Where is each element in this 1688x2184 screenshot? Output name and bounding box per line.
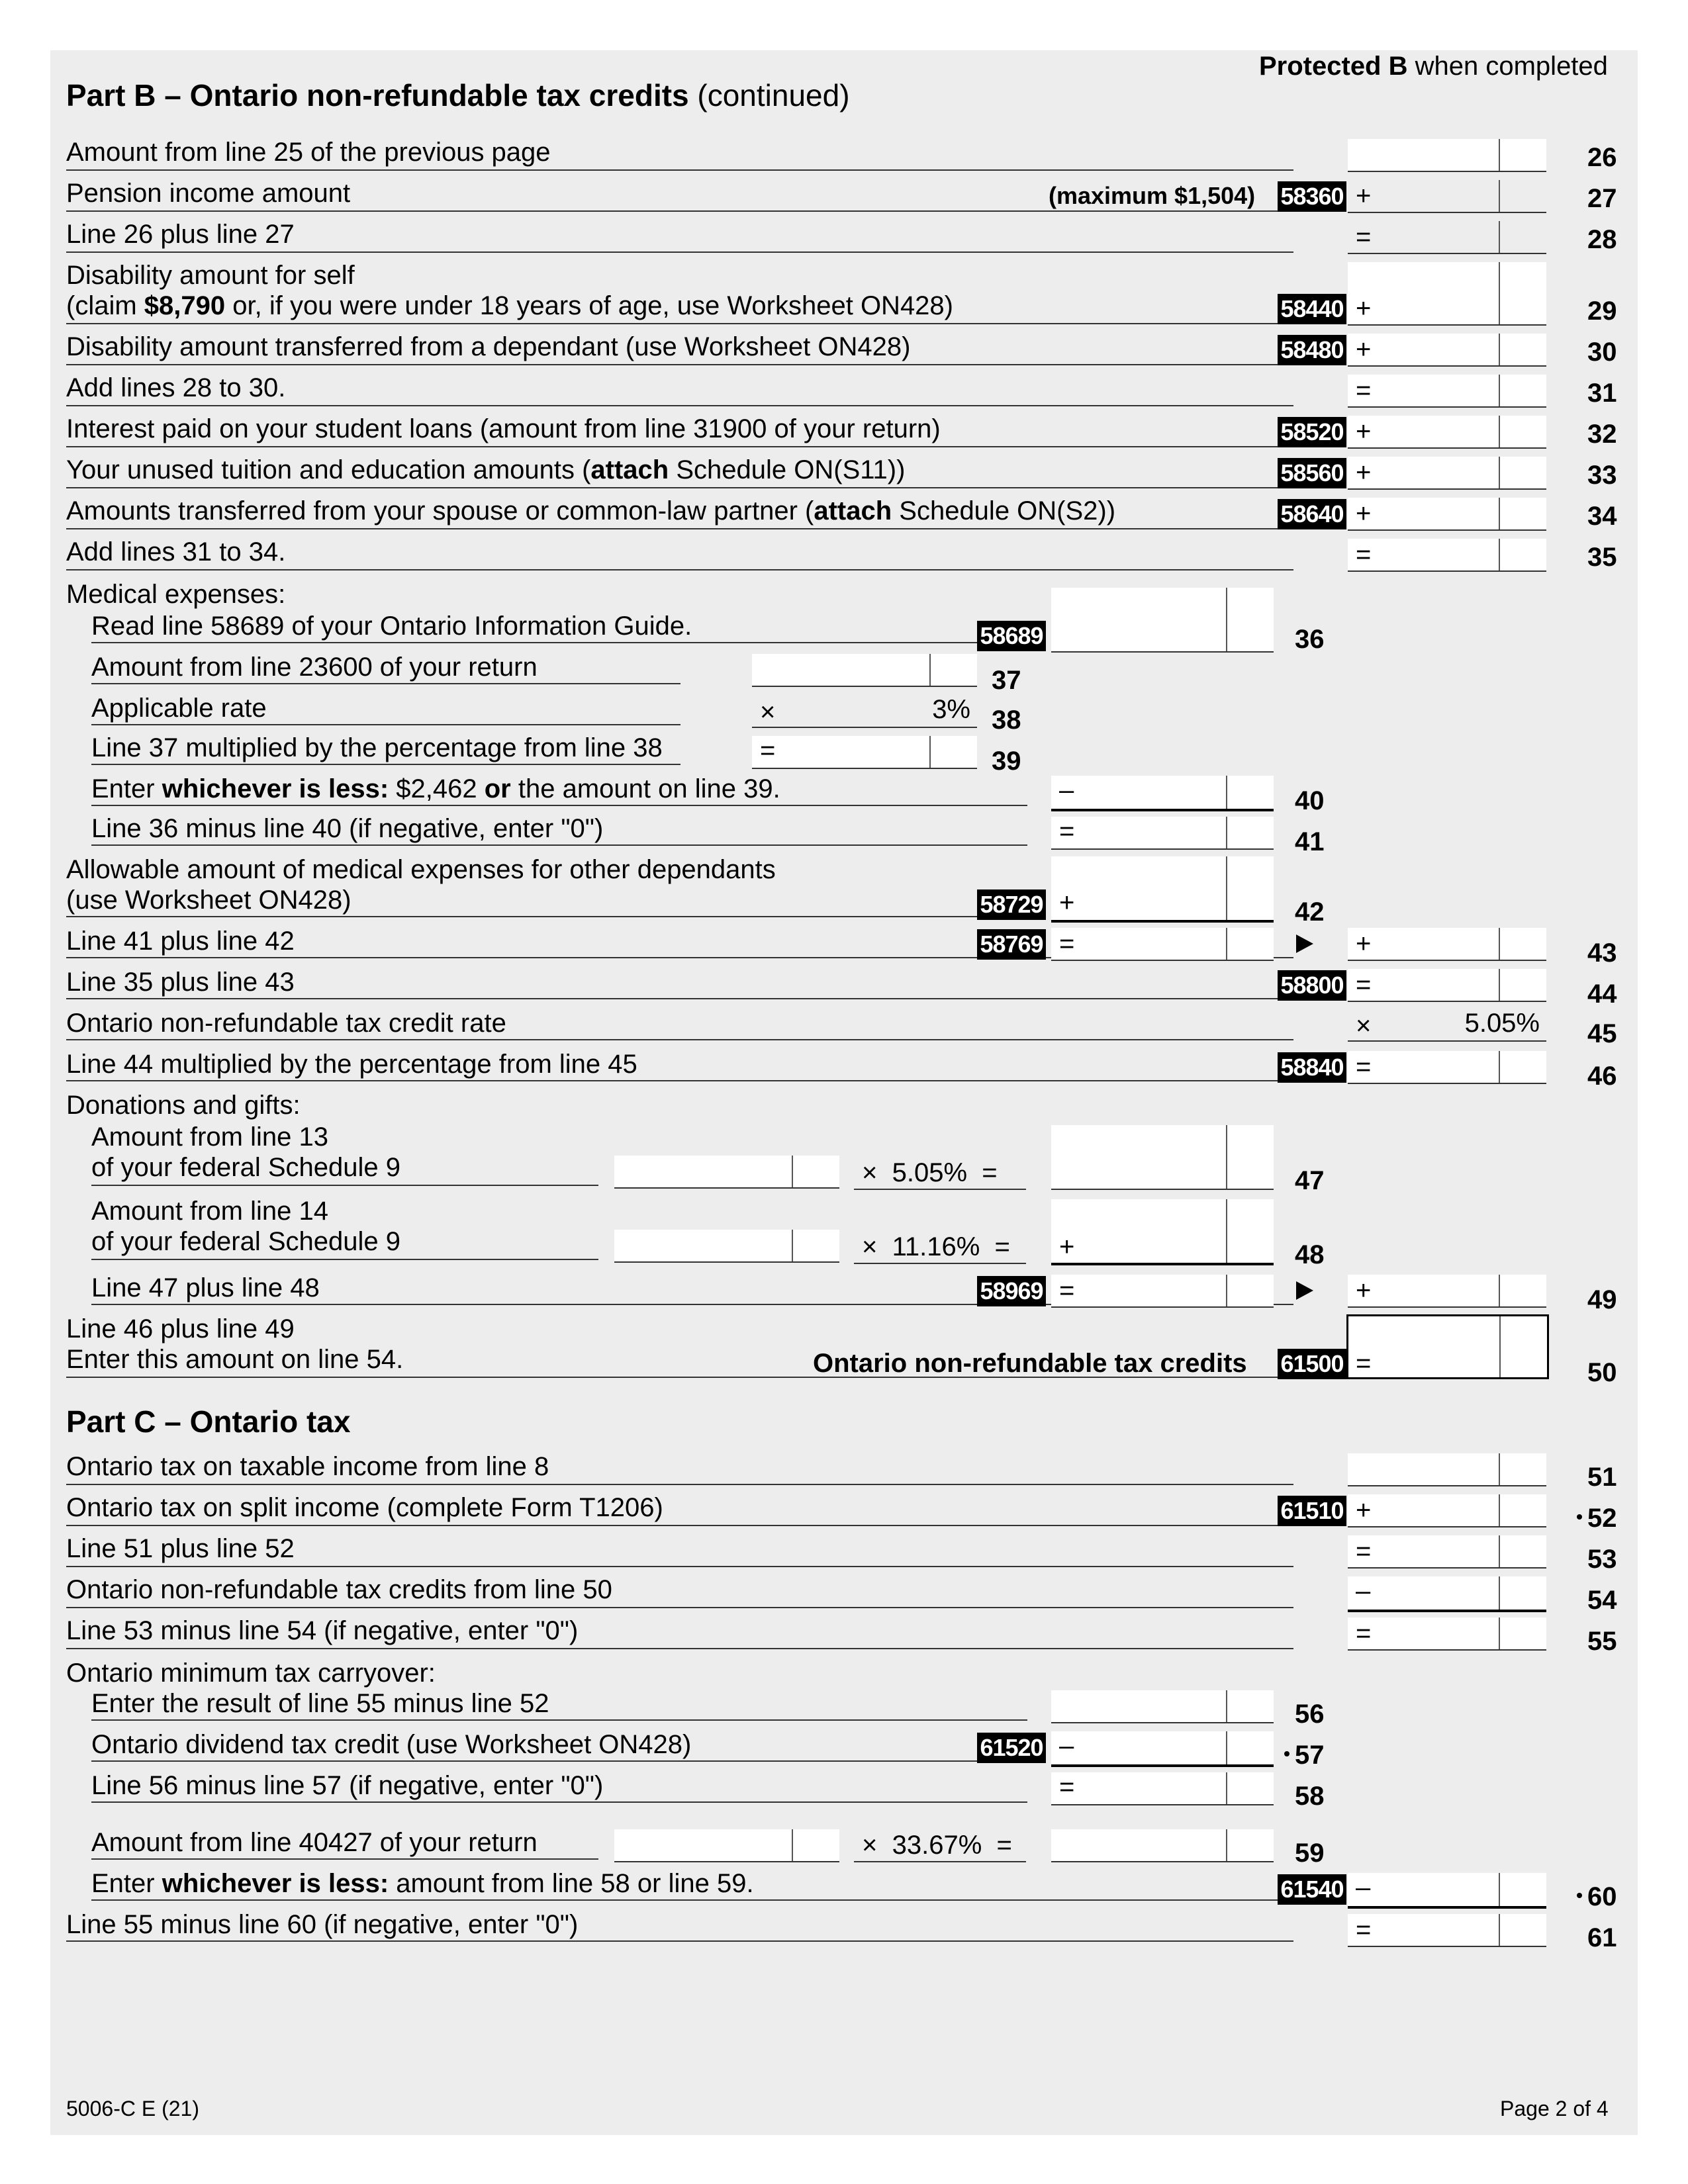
rule (66, 487, 1293, 488)
line-number-48: 48 (1295, 1240, 1325, 1269)
line-56-label: Enter the result of line 55 minus line 52 (91, 1689, 549, 1718)
rule (91, 1259, 598, 1260)
rule (91, 1760, 977, 1762)
rule (66, 1484, 1293, 1485)
equals-operator: = (1356, 222, 1372, 251)
line-57-input[interactable] (1051, 1731, 1274, 1767)
line-number-45: 45 (1587, 1019, 1617, 1048)
line-41-label: Line 36 minus line 40 (if negative, enter "0") (91, 814, 604, 843)
field-code-61540: 61540 (1278, 1874, 1346, 1905)
line-48-amount-input[interactable] (614, 1230, 839, 1263)
field-code-58729: 58729 (977, 889, 1046, 920)
line-59-rate: 33.67% (892, 1831, 982, 1860)
line-number-42: 42 (1295, 897, 1325, 927)
line-47-amount-input[interactable] (614, 1156, 839, 1189)
line-28-input[interactable] (1348, 221, 1546, 254)
equals-operator: = (1356, 1349, 1372, 1378)
line-27-maximum: (maximum $1,504) (1049, 182, 1256, 209)
line-number-53: 53 (1587, 1545, 1617, 1574)
line-number-29: 29 (1587, 296, 1617, 326)
rule (66, 1039, 1293, 1040)
field-code-58440: 58440 (1278, 294, 1346, 324)
equals-operator: = (996, 1831, 1012, 1860)
line-60-label (91, 1868, 754, 1899)
line-50-label-b: Enter this amount on line 54. (66, 1345, 404, 1374)
line-number-57: 57 (1295, 1741, 1325, 1770)
rule (66, 446, 1293, 447)
line-36-label: Read line 58689 of your Ontario Information Guide. (91, 612, 692, 641)
line-number-31: 31 (1587, 379, 1617, 408)
line-53-input[interactable] (1348, 1535, 1546, 1569)
line-29-amount: $8,790 (144, 291, 226, 320)
equals-operator: = (1059, 1276, 1075, 1305)
line-33-pre: Your unused tuition and education amounts ( (66, 455, 591, 484)
line-38-rate: 3% (932, 695, 970, 724)
line-number-52: 52 (1587, 1504, 1617, 1533)
line-number-38: 38 (992, 705, 1021, 735)
minus-operator: – (1356, 1873, 1371, 1902)
equals-operator: = (1356, 970, 1372, 999)
field-code-58769: 58769 (977, 929, 1046, 960)
line-35-label: Add lines 31 to 34. (66, 537, 286, 567)
line-42-label-b: (use Worksheet ON428) (66, 886, 352, 915)
line-40-bold-1: whichever is less: (162, 774, 389, 803)
line-40-amount: $2,462 (396, 774, 477, 803)
rule (66, 1566, 1293, 1567)
line-59-input[interactable] (1051, 1829, 1274, 1862)
field-code-58480: 58480 (1278, 335, 1346, 365)
line-48-label-b: of your federal Schedule 9 (91, 1227, 400, 1256)
field-code-58689: 58689 (977, 621, 1046, 651)
times-operator: × (862, 1831, 878, 1860)
line-number-40: 40 (1295, 786, 1325, 815)
equals-operator: = (994, 1232, 1010, 1261)
equals-operator: = (1356, 540, 1372, 569)
equals-operator: = (982, 1158, 998, 1187)
line-35-input[interactable] (1348, 539, 1546, 572)
line-number-51: 51 (1587, 1463, 1617, 1492)
line-34-label (66, 495, 1115, 527)
rule (66, 1607, 1293, 1608)
line-33-post: Schedule ON(S11)) (676, 455, 906, 484)
line-31-label: Add lines 28 to 30. (66, 373, 286, 402)
line-47-input[interactable] (1051, 1125, 1274, 1190)
line-number-39: 39 (992, 747, 1021, 776)
line-number-36: 36 (1295, 625, 1325, 654)
line-51-input[interactable] (1348, 1453, 1546, 1486)
line-29-input[interactable] (1348, 262, 1546, 326)
field-code-58969: 58969 (977, 1276, 1046, 1306)
line-59-amount-input[interactable] (614, 1829, 839, 1862)
line-37-label: Amount from line 23600 of your return (91, 653, 538, 682)
field-code-58640: 58640 (1278, 499, 1346, 529)
line-54-input[interactable] (1348, 1576, 1546, 1612)
plus-operator: + (1059, 1232, 1075, 1261)
line-number-60: 60 (1587, 1882, 1617, 1911)
equals-operator: = (760, 736, 776, 765)
form-identifier: 5006-C E (21) (66, 2097, 199, 2120)
minus-operator: – (1356, 1576, 1371, 1606)
line-26-label: Amount from line 25 of the previous page (66, 138, 551, 167)
rule (66, 1940, 1293, 1942)
line-28-label: Line 26 plus line 27 (66, 220, 295, 249)
bullet-icon (1284, 1751, 1289, 1756)
equals-operator: = (1059, 1772, 1075, 1801)
field-code-58360: 58360 (1278, 181, 1346, 212)
line-number-46: 46 (1587, 1062, 1617, 1091)
rule (91, 805, 1027, 806)
line-34-post: Schedule ON(S2)) (899, 496, 1116, 525)
rule (66, 1525, 1293, 1526)
line-number-33: 33 (1587, 461, 1617, 490)
line-42-label-a: Allowable amount of medical expenses for other dependants (66, 855, 776, 884)
line-40-input[interactable] (1051, 776, 1274, 811)
line-34-pre: Amounts transferred from your spouse or common-law partner ( (66, 496, 814, 525)
line-46-label: Line 44 multiplied by the percentage from line 45 (66, 1050, 637, 1079)
line-48-input[interactable] (1051, 1199, 1274, 1265)
plus-operator: + (1356, 294, 1372, 323)
line-29-label-b (66, 290, 953, 322)
line-56-input[interactable] (1051, 1690, 1274, 1723)
line-31-input[interactable] (1348, 375, 1546, 408)
rule (66, 1080, 1293, 1081)
donations-heading: Donations and gifts: (66, 1091, 301, 1120)
line-49-input[interactable] (1348, 1275, 1546, 1308)
plus-operator: + (1356, 1276, 1372, 1305)
rule (1348, 1040, 1546, 1042)
line-60-input[interactable] (1348, 1873, 1546, 1909)
rule (91, 1899, 1293, 1901)
rule (66, 1648, 1293, 1649)
form-page (50, 50, 1638, 2135)
rule (66, 251, 1293, 253)
rule (66, 1377, 1293, 1378)
line-58-label: Line 56 minus line 57 (if negative, enter "0") (91, 1771, 604, 1800)
rule (66, 528, 1293, 529)
plus-operator: + (1059, 888, 1075, 917)
line-45-label: Ontario non-refundable tax credit rate (66, 1009, 506, 1038)
field-code-58560: 58560 (1278, 458, 1346, 488)
line-61-input[interactable] (1348, 1914, 1546, 1947)
equals-operator: = (1356, 1052, 1372, 1081)
line-number-34: 34 (1587, 502, 1617, 531)
line-54-label: Ontario non-refundable tax credits from line 50 (66, 1575, 612, 1604)
line-40-or: or (484, 774, 511, 803)
line-47-label-a: Amount from line 13 (91, 1122, 328, 1152)
protected-b-label (1259, 50, 1608, 82)
field-code-61500: 61500 (1278, 1349, 1346, 1379)
bullet-icon (1577, 1893, 1582, 1898)
line-46-input[interactable] (1348, 1051, 1546, 1084)
line-48-rate: 11.16% (892, 1232, 980, 1261)
line-55-label: Line 53 minus line 54 (if negative, enter "0") (66, 1616, 579, 1645)
rule (66, 210, 1293, 212)
line-38-label: Applicable rate (91, 694, 267, 723)
rule (91, 642, 1027, 643)
line-47-rate: 5.05% (892, 1158, 968, 1187)
minus-operator: – (1059, 776, 1074, 805)
line-43-subtotal[interactable] (1051, 928, 1274, 961)
line-33-attach: attach (590, 455, 669, 484)
line-48-label-a: Amount from line 14 (91, 1197, 328, 1226)
rule (91, 764, 680, 765)
line-39-label: Line 37 multiplied by the percentage from line 38 (91, 733, 663, 762)
line-47-label-b: of your federal Schedule 9 (91, 1153, 400, 1182)
line-36-input[interactable] (1051, 588, 1274, 653)
line-37-input[interactable] (752, 654, 977, 687)
line-45-rate: 5.05% (1464, 1009, 1540, 1038)
line-27-input[interactable] (1348, 180, 1546, 213)
plus-operator: + (1356, 417, 1372, 446)
line-40-post: the amount on line 39. (518, 774, 780, 803)
line-41-input[interactable] (1051, 817, 1274, 850)
line-59-label: Amount from line 40427 of your return (91, 1828, 538, 1857)
line-60-bold: whichever is less: (162, 1869, 389, 1898)
line-44-label: Line 35 plus line 43 (66, 968, 295, 997)
line-44-input[interactable] (1348, 969, 1546, 1002)
rule (91, 1185, 598, 1186)
line-50-label-a: Line 46 plus line 49 (66, 1314, 295, 1343)
line-27-label: Pension income amount (66, 179, 351, 208)
field-code-61520: 61520 (977, 1733, 1046, 1763)
line-29-post: or, if you were under 18 years of age, use Worksheet ON428) (232, 291, 953, 320)
line-number-55: 55 (1587, 1627, 1617, 1656)
rule (854, 1861, 1026, 1862)
protected-b-suffix: when completed (1415, 52, 1608, 81)
line-48-rate-text (862, 1231, 1010, 1263)
rule (91, 844, 1027, 846)
page-number: Page 2 of 4 (1500, 2097, 1609, 2120)
rule (91, 1801, 1027, 1803)
line-number-37: 37 (992, 666, 1021, 695)
part-b-continued: (continued) (697, 78, 850, 113)
rule (91, 1858, 598, 1860)
rule (66, 998, 1293, 999)
bullet-icon (1577, 1514, 1582, 1520)
field-code-58800: 58800 (1278, 970, 1346, 1001)
line-number-56: 56 (1295, 1700, 1325, 1729)
rule (66, 364, 1293, 365)
arrow-right-icon (1296, 1281, 1313, 1300)
rule (66, 569, 1293, 570)
line-43-input[interactable] (1348, 928, 1546, 961)
line-29-label-a: Disability amount for self (66, 261, 355, 290)
line-30-input[interactable] (1348, 334, 1546, 367)
line-59-rate-text (862, 1829, 1012, 1861)
line-number-32: 32 (1587, 420, 1617, 449)
rule (66, 169, 1293, 171)
equals-operator: = (1356, 1915, 1372, 1944)
plus-operator: + (1356, 929, 1372, 958)
rule (752, 727, 977, 728)
line-number-54: 54 (1587, 1586, 1617, 1615)
line-55-input[interactable] (1348, 1617, 1546, 1651)
rule (854, 1263, 1026, 1264)
line-number-30: 30 (1587, 338, 1617, 367)
plus-operator: + (1356, 458, 1372, 487)
line-60-pre: Enter (91, 1869, 155, 1898)
line-42-input[interactable] (1051, 856, 1274, 923)
rule (66, 323, 1293, 324)
line-number-43: 43 (1587, 938, 1617, 968)
rule (91, 683, 680, 684)
medical-expenses-heading: Medical expenses: (66, 580, 286, 609)
line-34-input[interactable] (1348, 498, 1546, 531)
line-number-58: 58 (1295, 1782, 1325, 1811)
rule (854, 1189, 1026, 1190)
line-43-label: Line 41 plus line 42 (66, 927, 295, 956)
line-number-27: 27 (1587, 184, 1617, 213)
equals-operator: = (1356, 376, 1372, 405)
equals-operator: = (1356, 1537, 1372, 1566)
line-47-rate-text (862, 1157, 998, 1189)
line-number-41: 41 (1295, 827, 1325, 856)
part-b-heading (66, 77, 850, 114)
field-code-58520: 58520 (1278, 417, 1346, 447)
line-33-label (66, 454, 905, 486)
line-53-label: Line 51 plus line 52 (66, 1534, 295, 1563)
equals-operator: = (1356, 1619, 1372, 1648)
rule (66, 916, 1027, 917)
part-b-title: Part B – Ontario non-refundable tax credits (66, 78, 689, 113)
minimum-tax-heading: Ontario minimum tax carryover: (66, 1659, 436, 1688)
line-number-35: 35 (1587, 543, 1617, 572)
line-number-28: 28 (1587, 225, 1617, 254)
rule (91, 1719, 1027, 1721)
line-number-47: 47 (1295, 1166, 1325, 1195)
times-operator: × (862, 1232, 878, 1261)
line-60-post: amount from line 58 or line 59. (396, 1869, 754, 1898)
line-61-label: Line 55 minus line 60 (if negative, enter "0") (66, 1910, 579, 1939)
equals-operator: = (1059, 817, 1075, 846)
line-number-50: 50 (1587, 1358, 1617, 1387)
line-49-subtotal[interactable] (1051, 1275, 1274, 1308)
arrow-right-icon (1296, 934, 1313, 953)
field-code-58840: 58840 (1278, 1052, 1346, 1083)
equals-operator: = (1059, 929, 1075, 958)
rule (66, 405, 1293, 406)
line-32-label: Interest paid on your student loans (amount from line 31900 of your return) (66, 414, 941, 443)
line-57-label: Ontario dividend tax credit (use Worksheet ON428) (91, 1730, 692, 1759)
protected-b-bold: Protected B (1259, 52, 1408, 81)
line-58-input[interactable] (1051, 1772, 1274, 1805)
part-c-title: Part C – Ontario tax (66, 1404, 351, 1439)
plus-operator: + (1356, 335, 1372, 364)
line-number-59: 59 (1295, 1839, 1325, 1868)
minus-operator: – (1059, 1731, 1074, 1760)
line-51-label: Ontario tax on taxable income from line 8 (66, 1452, 549, 1481)
times-operator: × (862, 1158, 878, 1187)
plus-operator: + (1356, 1496, 1372, 1525)
line-52-input[interactable] (1348, 1494, 1546, 1527)
line-32-input[interactable] (1348, 416, 1546, 449)
line-26-input[interactable] (1348, 139, 1546, 172)
times-operator: × (760, 698, 776, 727)
line-number-61: 61 (1587, 1923, 1617, 1952)
line-39-input[interactable] (752, 736, 977, 769)
line-34-attach: attach (814, 496, 892, 525)
line-30-label: Disability amount transferred from a dependant (use Worksheet ON428) (66, 332, 911, 361)
line-number-49: 49 (1587, 1285, 1617, 1314)
line-number-26: 26 (1587, 143, 1617, 172)
field-code-61510: 61510 (1278, 1496, 1346, 1526)
rule (91, 724, 680, 725)
line-50-total-label: Ontario non-refundable tax credits (813, 1349, 1247, 1378)
line-40-label (91, 773, 780, 805)
line-29-pre: (claim (66, 291, 137, 320)
line-33-input[interactable] (1348, 457, 1546, 490)
plus-operator: + (1356, 499, 1372, 528)
plus-operator: + (1356, 181, 1372, 210)
line-40-pre: Enter (91, 774, 155, 803)
line-52-label: Ontario tax on split income (complete Form T1206) (66, 1493, 663, 1522)
line-49-label: Line 47 plus line 48 (91, 1273, 320, 1302)
line-50-input[interactable] (1346, 1314, 1549, 1379)
times-operator: × (1356, 1011, 1372, 1040)
line-number-44: 44 (1587, 979, 1617, 1009)
